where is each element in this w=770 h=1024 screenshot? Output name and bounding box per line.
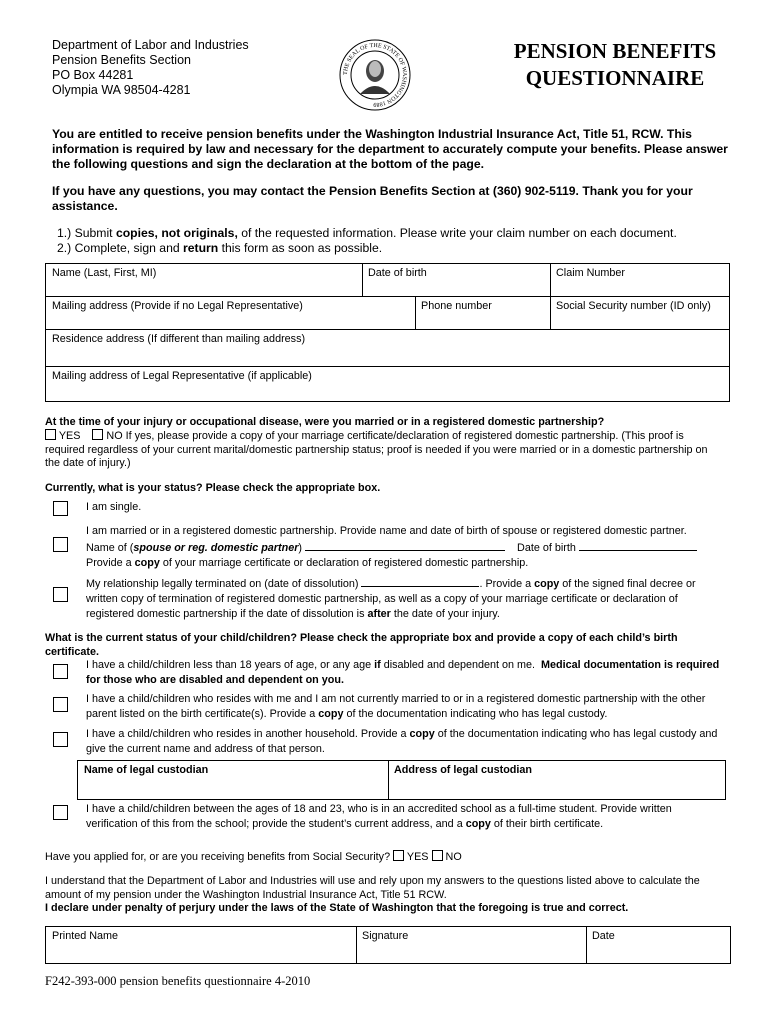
- social-security-yes-checkbox[interactable]: [393, 850, 404, 861]
- student-checkbox[interactable]: [53, 805, 68, 820]
- spouse-name-emphasis: spouse or reg. domestic partner: [133, 542, 299, 554]
- printed-name-label: Printed Name: [52, 930, 119, 942]
- terminated-mid: . Provide a: [479, 578, 532, 590]
- marriage-no-label: NO: [106, 430, 123, 442]
- title-line-1: PENSION BENEFITS: [513, 39, 717, 63]
- social-security-question: Have you applied for, or are you receiving benefits from Social Security?: [45, 851, 391, 863]
- children-question: What is the current status of your child/children? Please check the appropriate box and provide a copy of each child’s birth certificate.: [45, 632, 678, 658]
- signature-field[interactable]: [356, 927, 586, 963]
- item-1-number: 1.) Submit: [57, 226, 113, 240]
- instruction-2: [57, 241, 737, 256]
- spouse-name-blank[interactable]: [305, 539, 505, 551]
- custodian-name-field[interactable]: [78, 761, 388, 799]
- svg-text:THE SEAL OF THE STATE OF WASHI: THE SEAL OF THE STATE OF WASHINGTON 1889: [342, 42, 408, 108]
- under18-option: [86, 658, 726, 688]
- other-household-suffix: of the documentation indicating who has legal custody and give the current name and address of that person.: [86, 728, 718, 755]
- under18-if: if: [374, 659, 381, 671]
- intro-paragraph-1: You are entitled to receive pension benefits under the Washington Industrial Insurance Act, Title 51, RCW. This information is required by law and necessary for the department to accurately compute your benefits. Please answer the following questions and sign the declaration at the bottom of the page.: [52, 127, 728, 171]
- married-line-3-text: of your marriage certificate or declaration of registered domestic partnership.: [162, 557, 529, 569]
- custodian-address-label: Address of legal custodian: [394, 764, 532, 776]
- residence-address-label: Residence address (If different than mailing address): [52, 333, 306, 345]
- legal-rep-address-field[interactable]: [46, 367, 730, 401]
- ssn-field[interactable]: [550, 297, 730, 329]
- item-1-text: of the requested information. Please write your claim number on each document.: [241, 226, 677, 240]
- other-household-copy-bold: copy: [409, 728, 435, 740]
- marriage-no-checkbox[interactable]: [92, 429, 103, 440]
- item-2-bold: return: [183, 241, 219, 255]
- dob-label: Date of birth: [368, 267, 427, 279]
- single-checkbox[interactable]: [53, 501, 68, 516]
- claimant-info-table: [45, 263, 730, 402]
- marriage-question: At the time of your injury or occupational disease, were you married or in a registered domestic partnership?: [45, 416, 605, 428]
- student-option: [86, 802, 726, 832]
- married-line-1: I am married or in a registered domestic partnership. Provide name and date of birth of spouse or registered domestic partner.: [86, 525, 687, 537]
- signature-table: [45, 926, 731, 964]
- date-label: Date: [592, 930, 615, 942]
- social-security-no-checkbox[interactable]: [432, 850, 443, 861]
- legal-rep-address-label: Mailing address of Legal Representative (if applicable): [52, 370, 312, 382]
- printed-name-field[interactable]: [46, 927, 356, 963]
- phone-label: Phone number: [421, 300, 492, 312]
- single-option: I am single.: [86, 501, 142, 513]
- under18-text: disabled and dependent on me.: [383, 659, 535, 671]
- resides-copy-bold: copy: [318, 708, 344, 720]
- student-suffix: of their birth certificate.: [493, 818, 604, 830]
- terminated-after-bold: after: [367, 608, 391, 620]
- declaration-perjury: I declare under penalty of perjury under the laws of the State of Washington that the foregoing is true and correct.: [45, 902, 629, 914]
- spouse-dob-label: Date of birth: [517, 542, 576, 554]
- other-household-option: [86, 727, 726, 757]
- name-field[interactable]: [46, 264, 362, 296]
- phone-field[interactable]: [415, 297, 550, 329]
- other-household-checkbox[interactable]: [53, 732, 68, 747]
- state-seal-icon: [338, 38, 412, 112]
- status-question: Currently, what is your status? Please check the appropriate box.: [45, 482, 381, 494]
- custodian-name-label: Name of legal custodian: [84, 764, 209, 776]
- under18-prefix: I have a child/children less than 18 years of age, or any age: [86, 659, 372, 671]
- custodian-address-field[interactable]: [388, 761, 725, 799]
- terminated-checkbox[interactable]: [53, 587, 68, 602]
- date-field[interactable]: [586, 927, 730, 963]
- terminated-end: the date of your injury.: [393, 608, 500, 620]
- agency-address: [52, 38, 249, 98]
- social-security-block: [45, 850, 725, 865]
- spouse-name-suffix: ): [298, 542, 303, 554]
- agency-line: Department of Labor and Industries: [52, 38, 249, 52]
- under18-checkbox[interactable]: [53, 664, 68, 679]
- signature-label: Signature: [362, 930, 409, 942]
- agency-line: Olympia WA 98504-4281: [52, 83, 191, 97]
- claim-number-field[interactable]: [550, 264, 730, 296]
- student-copy-bold: copy: [465, 818, 491, 830]
- social-security-no-label: NO: [445, 851, 462, 863]
- form-number-footer: F242-393-000 pension benefits questionnaire 4-2010: [45, 974, 311, 988]
- item-1-bold: copies, not originals,: [115, 226, 238, 240]
- declaration-understand: I understand that the Department of Labor and Industries will use and rely upon my answers to the questions listed above to calculate the amount of my pension under the Washington Industrial Insurance Act, Title 51 RCW.: [45, 875, 700, 901]
- mailing-address-label: Mailing address (Provide if no Legal Representative): [52, 300, 303, 312]
- residence-address-field[interactable]: [46, 330, 730, 366]
- item-2-text: this form as soon as possible.: [221, 241, 383, 255]
- spouse-name-prefix: Name of (: [86, 542, 134, 554]
- student-text: I have a child/children between the ages of 18 and 23, who is in an accredited school as a full-time student. Provide written verification of this from the school; provide the student’s current address, and a: [86, 803, 672, 830]
- ssn-label: Social Security number (ID only): [556, 300, 711, 312]
- other-household-text: I have a child/children who resides in another household. Provide a: [86, 728, 407, 740]
- marriage-yes-checkbox[interactable]: [45, 429, 56, 440]
- married-line-3-prefix: Provide a: [86, 557, 132, 569]
- married-option: [86, 524, 726, 571]
- item-2-number: 2.) Complete, sign and: [57, 241, 180, 255]
- form-title: [480, 38, 750, 92]
- dob-field[interactable]: [362, 264, 550, 296]
- mailing-address-field[interactable]: [46, 297, 415, 329]
- married-line-2: [86, 539, 726, 556]
- name-label: Name (Last, First, MI): [52, 267, 157, 279]
- married-checkbox[interactable]: [53, 537, 68, 552]
- custodian-table: [77, 760, 726, 800]
- claim-number-label: Claim Number: [556, 267, 625, 279]
- agency-line: Pension Benefits Section: [52, 53, 191, 67]
- married-line-3-bold: copy: [134, 557, 160, 569]
- marriage-answer-block: [45, 429, 725, 471]
- dissolution-date-blank[interactable]: [361, 575, 479, 587]
- agency-line: PO Box 44281: [52, 68, 134, 82]
- resides-option: [86, 692, 726, 722]
- title-line-2: QUESTIONNAIRE: [525, 66, 705, 90]
- terminated-text: of the signed final decree or written copy of termination of registered domestic partnership, as well as a copy of your marriage certificate or declaration of registered domestic partnership if the date of dissolution is: [86, 578, 696, 620]
- under18-medical-note: Medical documentation is required for those who are disabled and dependent on you.: [86, 659, 720, 686]
- resides-checkbox[interactable]: [53, 697, 68, 712]
- spouse-dob-blank[interactable]: [579, 539, 697, 551]
- terminated-copy-bold: copy: [534, 578, 560, 590]
- terminated-prefix: My relationship legally terminated on (date of dissolution): [86, 578, 359, 590]
- terminated-option: [86, 575, 726, 622]
- social-security-yes-label: YES: [406, 851, 429, 863]
- marriage-yes-label: YES: [58, 430, 81, 442]
- married-line-3: [86, 556, 726, 571]
- instruction-1: [57, 226, 737, 241]
- resides-text: I have a child/children who resides with me and I am not currently married to or in a registered domestic partnership with the other parent listed on the birth certificate(s). Provide a: [86, 693, 706, 720]
- marriage-note: If yes, please provide a copy of your marriage certificate/declaration of registered domestic partnership. (This proof is required regardless of your current marital/domestic partnership status; proof is needed if you were married or in a domestic partnership on the date of injury.): [45, 430, 708, 469]
- resides-suffix: of the documentation indicating who has legal custody.: [346, 708, 608, 720]
- intro-paragraph-2: If you have any questions, you may contact the Pension Benefits Section at (360) 902-5119. Thank you for your assistance.: [52, 184, 693, 213]
